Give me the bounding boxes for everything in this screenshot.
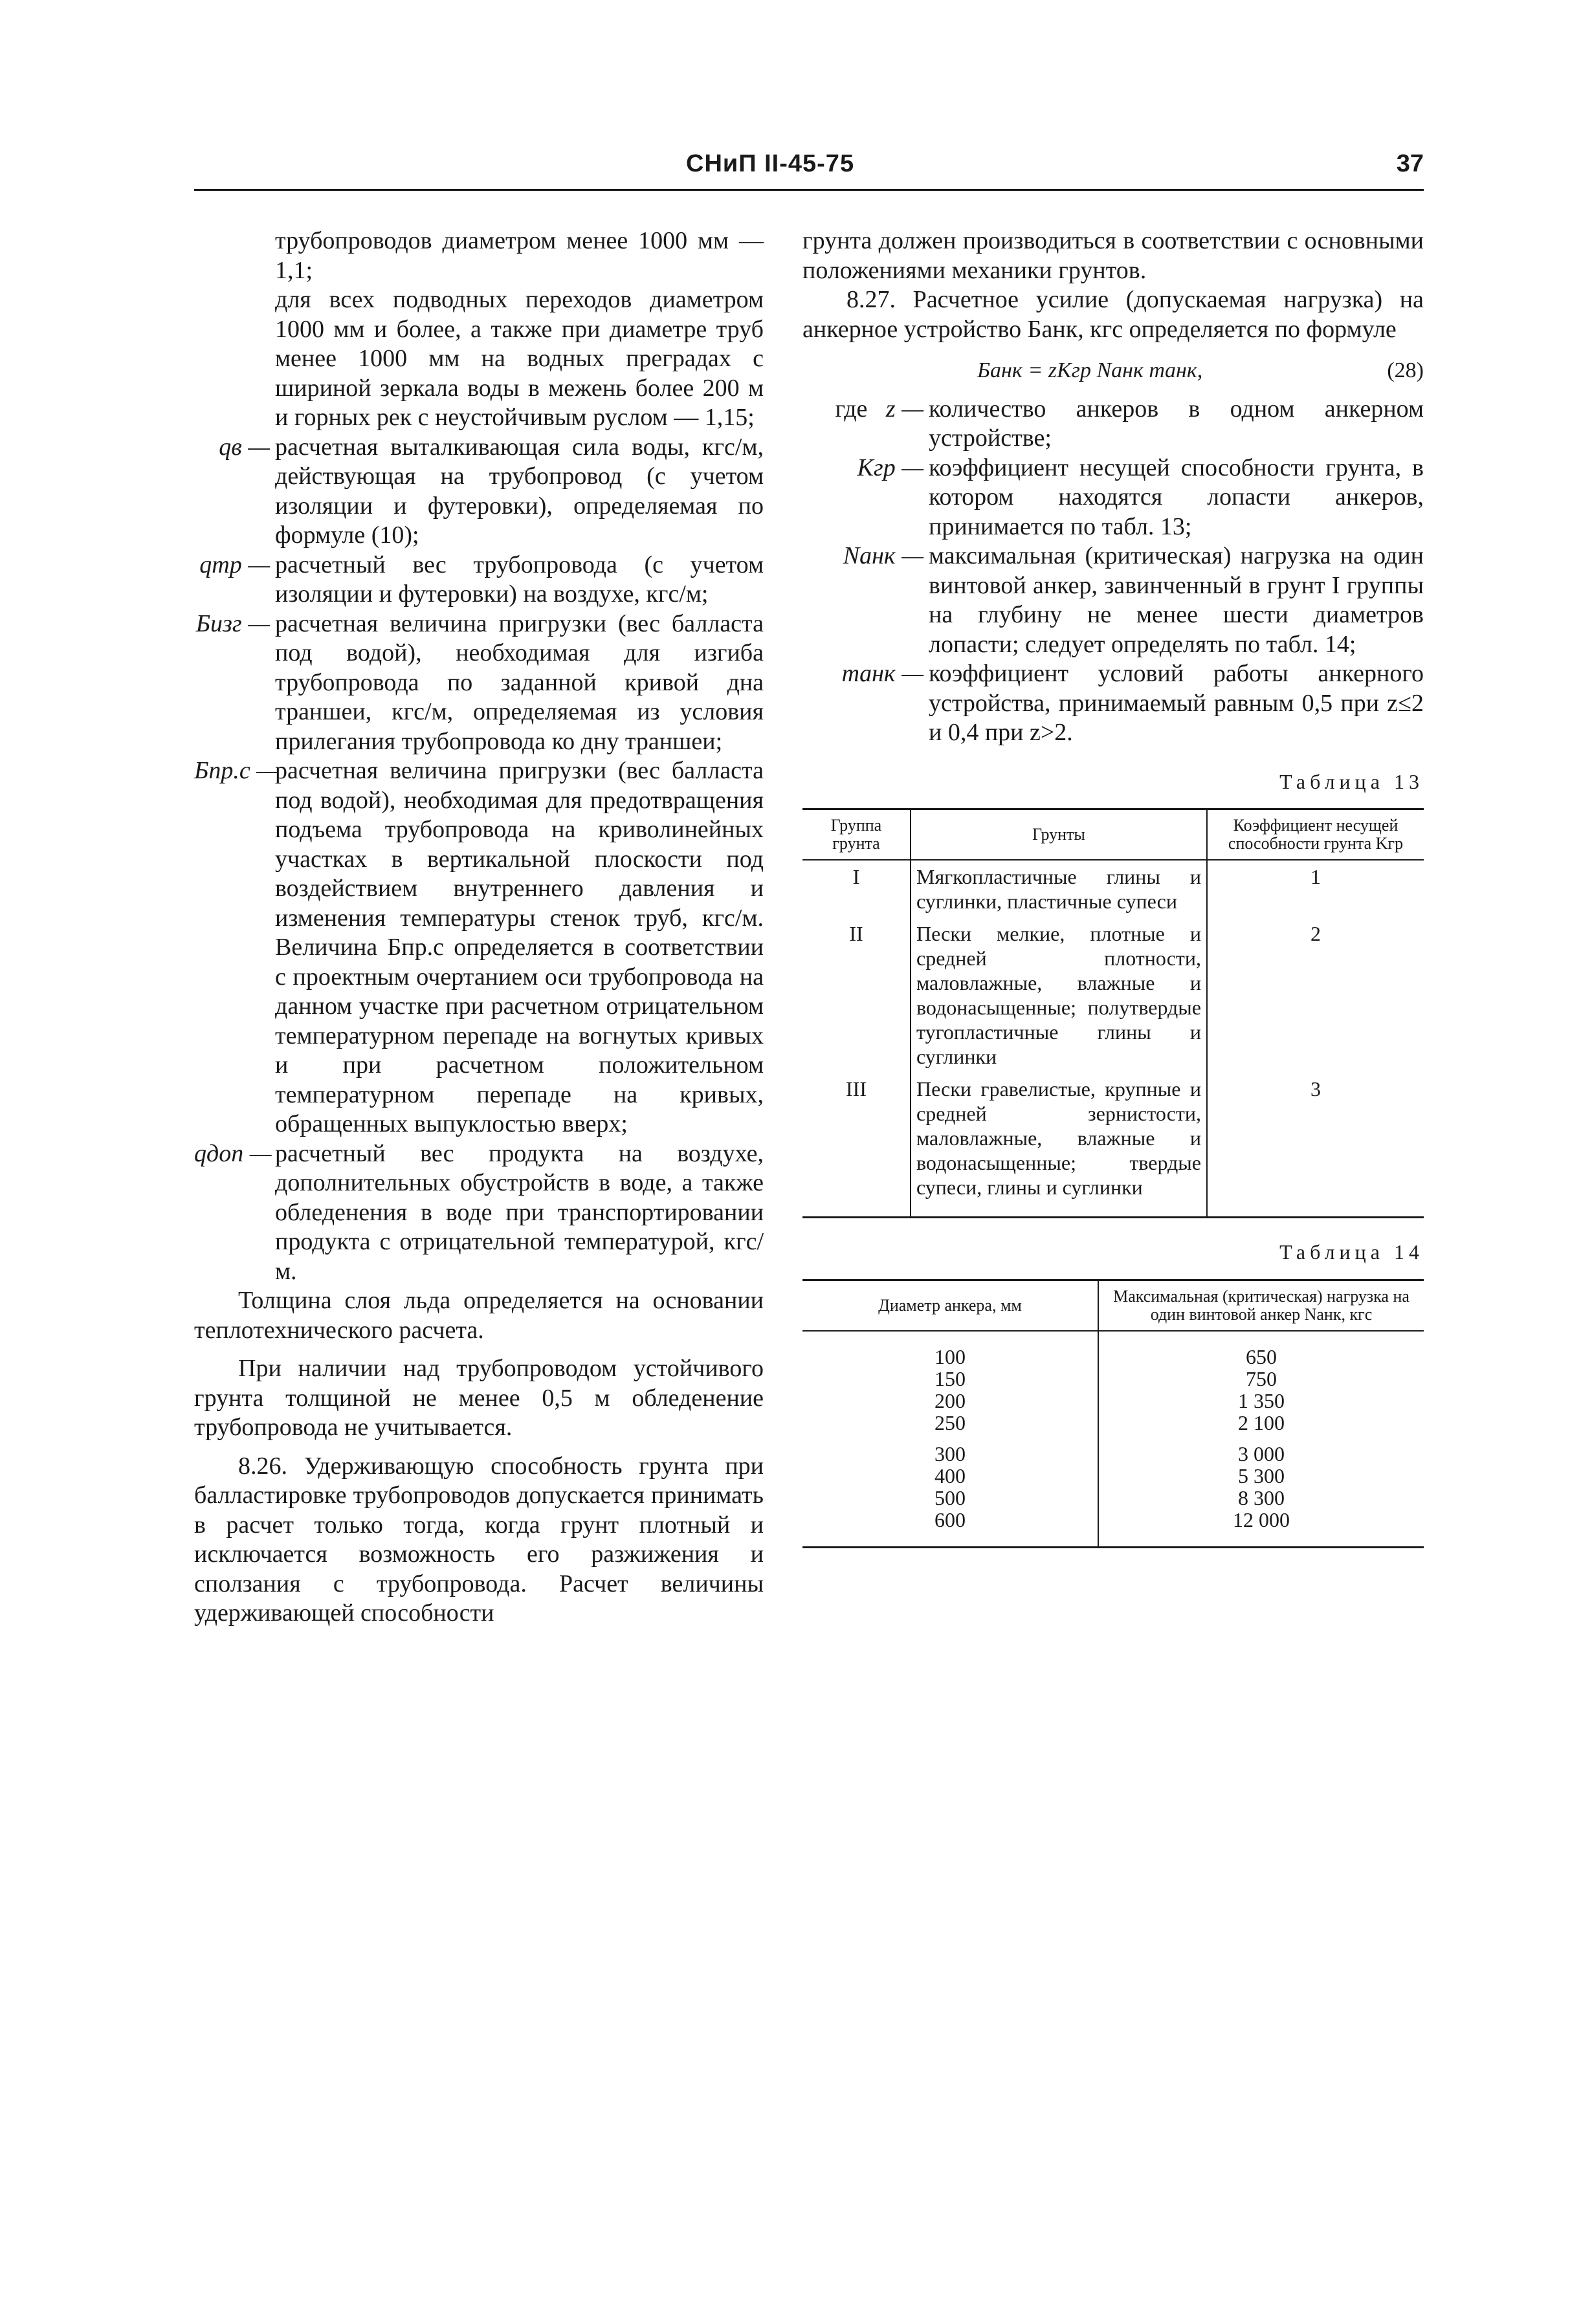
formula-28 xyxy=(802,356,1424,386)
where-word: где xyxy=(835,395,868,422)
definition-m-ank xyxy=(802,659,1424,748)
definition-text: расчетная величина пригрузки (вес балласта под водой), необходимая для предотвращения подъема трубопровода на криволинейных участках в вертикальной плоскости под воздействием внутреннего давления и изменения температуры стенок труб, кгс/м. Величина Бпр.с определяется в соответствии с проектным очертанием оси трубопровода на данном участке при расчетном отрицательном температурном перепаде на вогнутых кривых и при расчетном положительном температурном перепаде на кривых, обращенных выпуклостью вверх; xyxy=(275,757,764,1137)
definition-k-gr xyxy=(802,454,1424,542)
table14-caption: Таблица 14 xyxy=(1279,1240,1424,1264)
table-cell: 250 xyxy=(934,1410,966,1434)
table-row xyxy=(802,1390,1424,1412)
definition-text: максимальная (критическая) нагрузка на один винтовой анкер, завинченный в грунт I группы на глубину не менее шести диаметров лопасти; следует определять по табл. 14; xyxy=(929,542,1424,658)
definition-text: расчетный вес трубопровода (с учетом изоляции и футеровки) на воздухе, кгс/м; xyxy=(275,551,764,608)
table-cell: Пески мелкие, плотные и средней плотности, маловлажные, влажные и водонасыщенные; полутвердые тугопластичные глины и суглинки xyxy=(911,917,1207,1073)
definition-text: коэффициент условий работы анкерного устройства, принимаемый равным 0,5 при z≤2 и 0,4 при z>2. xyxy=(929,660,1424,746)
paragraph-continuation: грунта должен производиться в соответствии с основными положениями механики грунтов. xyxy=(802,227,1424,284)
table-cell: 750 xyxy=(1098,1368,1424,1390)
table-cell: 600 xyxy=(802,1509,1098,1548)
definition-text: расчетная выталкивающая сила воды, кгс/м, действующая на трубопровод (с учетом изоляции и футеровки), определяемая по формуле (10); xyxy=(275,433,764,549)
definition-text: расчетная величина пригрузки (вес балласта под водой), необходимая для изгиба трубопровода по заданной кривой дна траншеи, кгс/м, определяемая из условия прилегания трубопровода ко дну траншеи; xyxy=(275,609,764,755)
paragraph-8-27: 8.27. Расчетное усилие (допускаемая нагрузка) на анкерное устройство Банк, кгс определяется по формуле xyxy=(802,286,1424,343)
table-cell: 3 000 xyxy=(1098,1434,1424,1465)
table-row xyxy=(802,1331,1424,1368)
table-cell: 300 xyxy=(934,1442,966,1465)
table-cell: 8 300 xyxy=(1098,1487,1424,1509)
document-code: СНиП II-45-75 xyxy=(686,150,855,177)
definition-symbol: mанк — xyxy=(841,660,923,687)
header-rule xyxy=(194,189,1424,191)
table-cell: 1 xyxy=(1207,860,1424,917)
definition-n-ank xyxy=(802,542,1424,659)
paragraph-ice-thickness: Толщина слоя льда определяется на основании теплотехнического расчета. xyxy=(194,1287,764,1344)
definition-q-dop xyxy=(194,1139,764,1287)
right-column xyxy=(802,226,1424,1548)
table-13 xyxy=(802,808,1424,1218)
definition-symbol: qв — xyxy=(219,433,270,461)
table-row xyxy=(802,917,1424,1073)
definition-symbol: Бизг — xyxy=(195,609,270,637)
definition-symbol xyxy=(802,395,929,454)
formula-number: (28) xyxy=(1387,358,1424,382)
page-number: 37 xyxy=(1396,150,1424,177)
table-14 xyxy=(802,1279,1424,1548)
table-cell: 100 xyxy=(934,1344,966,1368)
definition-symbol: qдоп — xyxy=(194,1139,272,1167)
definition-text: количество анкеров в одном анкерном устройстве; xyxy=(929,395,1424,452)
paragraph-stable-soil: При наличии над трубопроводом устойчивого грунта толщиной не менее 0,5 м обледенение трубопровода не учитывается. xyxy=(194,1355,764,1441)
left-column xyxy=(194,226,764,1628)
table-row xyxy=(802,1412,1424,1434)
table14-header-load: Максимальная (критическая) нагрузка на один винтовой анкер Nанк, кгс xyxy=(1098,1280,1424,1331)
table-cell: III xyxy=(802,1073,911,1218)
definition-symbol: Бпр.с — xyxy=(194,757,279,784)
table-cell: 200 xyxy=(934,1388,966,1412)
definition-symbol-text: z — xyxy=(885,395,923,422)
table-row xyxy=(802,1487,1424,1509)
page-header xyxy=(194,150,1424,189)
table-cell: 12 000 xyxy=(1098,1509,1424,1548)
definition-symbol: Nанк — xyxy=(843,542,923,569)
table-cell: Пески гравелистые, крупные и средней зернистости, маловлажные, влажные и водонасыщенные; твердые супеси, глины и суглинки xyxy=(911,1073,1207,1218)
table-cell: Мягкопластичные глины и суглинки, пластичные супеси xyxy=(911,860,1207,917)
definition-q-tr xyxy=(194,551,764,609)
table14-header-diameter: Диаметр анкера, мм xyxy=(802,1280,1098,1331)
definition-b-izg xyxy=(194,609,764,757)
table-row xyxy=(802,1434,1424,1465)
intro-line-2: для всех подводных переходов диаметром 1000 мм и более, а также при диаметре труб менее 1000 мм на водных преградах с шириной зеркала воды в межень более 200 м и горных рек с неустойчивым руслом — 1,15; xyxy=(275,286,764,431)
table-cell: 150 xyxy=(934,1366,966,1390)
definition-z xyxy=(802,395,1424,454)
table-cell: 2 xyxy=(1207,917,1424,1073)
table-cell: 400 xyxy=(934,1463,966,1487)
table-row xyxy=(802,1368,1424,1390)
table-cell: 2 100 xyxy=(1098,1412,1424,1434)
formula-expression: Банк = zKгр Nанк mанк, xyxy=(977,358,1203,382)
definition-q-v xyxy=(194,433,764,551)
table-cell: 1 350 xyxy=(1098,1390,1424,1412)
definition-symbol: qтр — xyxy=(199,551,270,578)
table-row xyxy=(802,1073,1424,1218)
table13-caption: Таблица 13 xyxy=(1279,769,1424,793)
table-cell: I xyxy=(852,865,860,888)
definition-text: коэффициент несущей способности грунта, в котором находятся лопасти анкеров, принимается по табл. 13; xyxy=(929,454,1424,540)
table13-header-soils: Грунты xyxy=(911,809,1207,861)
table-row xyxy=(802,860,1424,917)
table-cell: 500 xyxy=(934,1485,966,1509)
paragraph-8-26: 8.26. Удерживающую способность грунта при балластировке трубопроводов допускается принимать в расчет только тогда, когда грунт плотный и исключается возможность его разжижения и сползания с трубопровода. Расчет величины удерживающей способности xyxy=(194,1452,764,1627)
table13-header-coefficient: Коэффициент несущей способности грунта Kгр xyxy=(1207,809,1424,861)
definition-text: расчетный вес продукта на воздухе, дополнительных обустройств в воде, а также обледенения в воде при транспортировании продукта с отрицательной температурой, кгс/м. xyxy=(275,1139,764,1285)
table-cell: II xyxy=(849,922,863,945)
table-row xyxy=(802,1465,1424,1487)
definition-b-pr-s xyxy=(194,756,764,1139)
intro-line-1: трубопроводов диаметром менее 1000 мм — 1,1; xyxy=(275,227,764,284)
table-row xyxy=(802,1509,1424,1548)
table-cell: 3 xyxy=(1207,1073,1424,1218)
definition-symbol: Kгр — xyxy=(857,454,923,481)
table13-header-group: Группа грунта xyxy=(802,809,911,861)
table-cell: 5 300 xyxy=(1098,1465,1424,1487)
table-cell: 650 xyxy=(1098,1331,1424,1368)
